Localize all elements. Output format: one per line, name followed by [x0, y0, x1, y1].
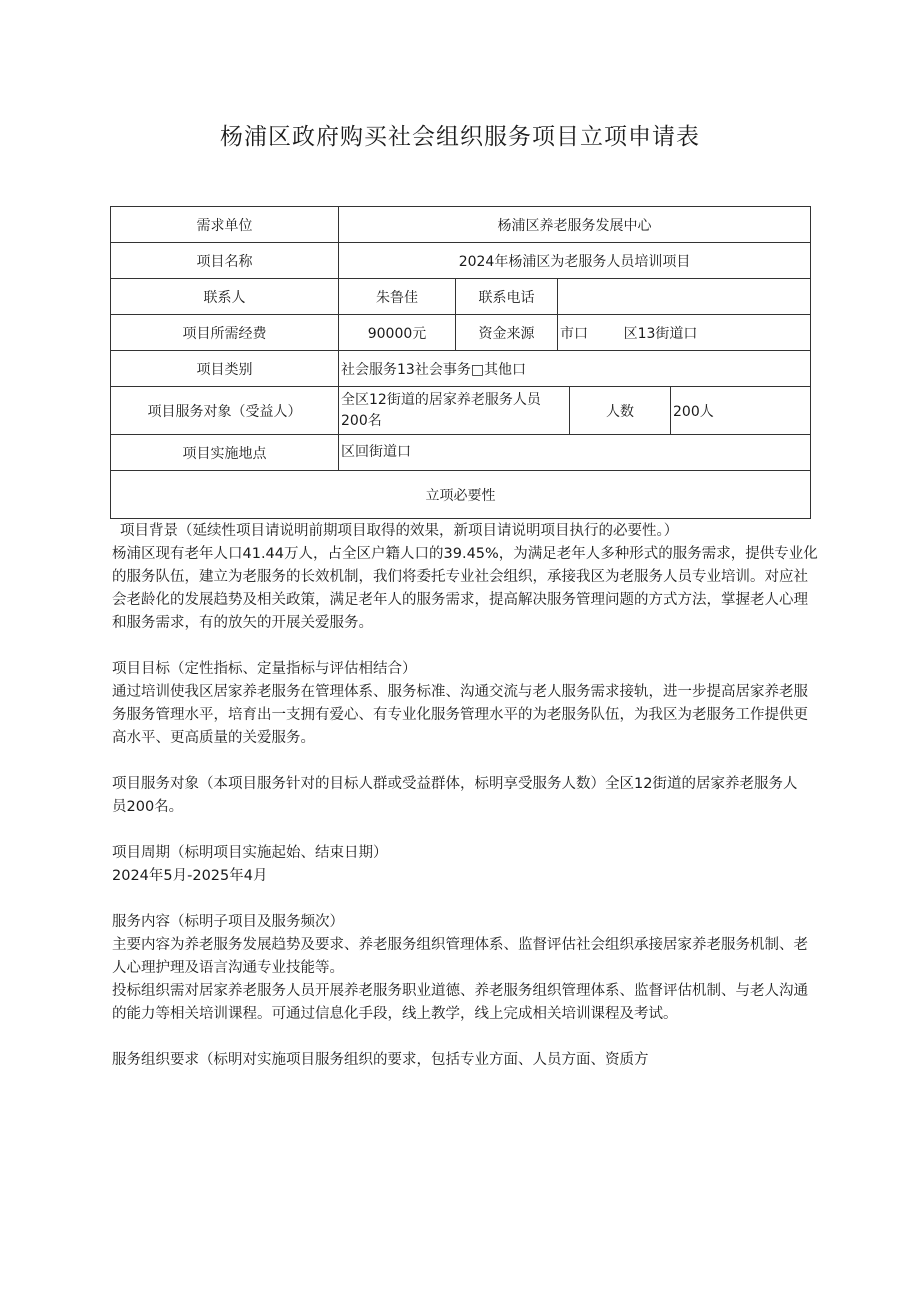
row-location: [111, 435, 811, 471]
budget-value: 90000元: [339, 315, 456, 351]
form-body-sections: [112, 520, 822, 1072]
fund-source-value: 市口 区13街道口: [558, 315, 811, 351]
row-beneficiary: [111, 387, 811, 435]
period-heading: 项目周期（标明项目实施起始、结束日期）: [112, 845, 388, 861]
content-text-2: 投标组织需对居家养老服务人员开展养老服务职业道德、养老服务组织管理体系、监督评估机制、与老人沟通的能力等相关培训课程。可通过信息化手段，线上教学，线上完成相关培训课程及考试。: [112, 983, 808, 1022]
row-demand-unit: [111, 207, 811, 243]
period-text: 2024年5月-2025年4月: [112, 868, 268, 884]
row-project-name: [111, 243, 811, 279]
headcount-label: 人数: [570, 387, 671, 435]
category-value: 社会服务13社会事务□其他口: [339, 351, 811, 387]
location-value: 区回街道口: [339, 435, 811, 471]
beneficiary-label: 项目服务对象（受益人）: [111, 387, 339, 435]
fund-source-label: 资金来源: [456, 315, 558, 351]
category-label: 项目类别: [111, 351, 339, 387]
application-form-table: [110, 206, 811, 519]
demand-unit-label: 需求单位: [111, 207, 339, 243]
phone-label: 联系电话: [456, 279, 558, 315]
goal-text: 通过培训使我区居家养老服务在管理体系、服务标准、沟通交流与老人服务需求接轨，进一步提高居家养老服务服务管理水平，培育出一支拥有爱心、有专业化服务管理水平的为老服务队伍，为我区为老服务工作提供更高水平、更高质量的关爱服务。: [112, 684, 808, 746]
page-title: 杨浦区政府购买社会组织服务项目立项申请表: [220, 124, 700, 150]
phone-value: [558, 279, 811, 315]
contact-value: 朱鲁佳: [339, 279, 456, 315]
content-heading: 服务内容（标明子项目及服务频次）: [112, 914, 344, 930]
budget-label: 项目所需经费: [111, 315, 339, 351]
demand-unit-value: 杨浦区养老服务发展中心: [339, 207, 811, 243]
goal-heading: 项目目标（定性指标、定量指标与评估相结合）: [112, 661, 417, 677]
row-contact: [111, 279, 811, 315]
org-requirement-heading: 服务组织要求（标明对实施项目服务组织的要求，包括专业方面、人员方面、资质方: [112, 1052, 649, 1068]
project-name-label: 项目名称: [111, 243, 339, 279]
project-name-value: 2024年杨浦区为老服务人员培训项目: [339, 243, 811, 279]
background-heading: 项目背景（延续性项目请说明前期项目取得的效果，新项目请说明项目执行的必要性。）: [120, 523, 679, 539]
contact-label: 联系人: [111, 279, 339, 315]
necessity-label: 立项必要性: [111, 471, 811, 519]
row-category: [111, 351, 811, 387]
background-text: 杨浦区现有老年人口41.44万人，占全区户籍人口的39.45%，为满足老年人多种形式的服务需求，提供专业化的服务队伍，建立为老服务的长效机制，我们将委托专业社会组织，承接我区为老服务人员专业培训。对应社会老龄化的发展趋势及相关政策，满足老年人的服务需求，提高解决服务管理问题的方式方法，掌握老人心理和服务需求，有的放矢的开展关爱服务。: [112, 546, 818, 631]
beneficiary-value: 全区12街道的居家养老服务人员200名: [339, 387, 570, 435]
location-label: 项目实施地点: [111, 435, 339, 471]
headcount-value: 200人: [671, 387, 811, 435]
row-necessity: [111, 471, 811, 519]
content-text-1: 主要内容为养老服务发展趋势及要求、养老服务组织管理体系、监督评估社会组织承接居家养老服务机制、老人心理护理及语言沟通专业技能等。: [112, 937, 808, 976]
target-text: 项目服务对象（本项目服务针对的目标人群或受益群体，标明享受服务人数）全区12街道的居家养老服务人员200名。: [112, 776, 798, 815]
row-budget: [111, 315, 811, 351]
